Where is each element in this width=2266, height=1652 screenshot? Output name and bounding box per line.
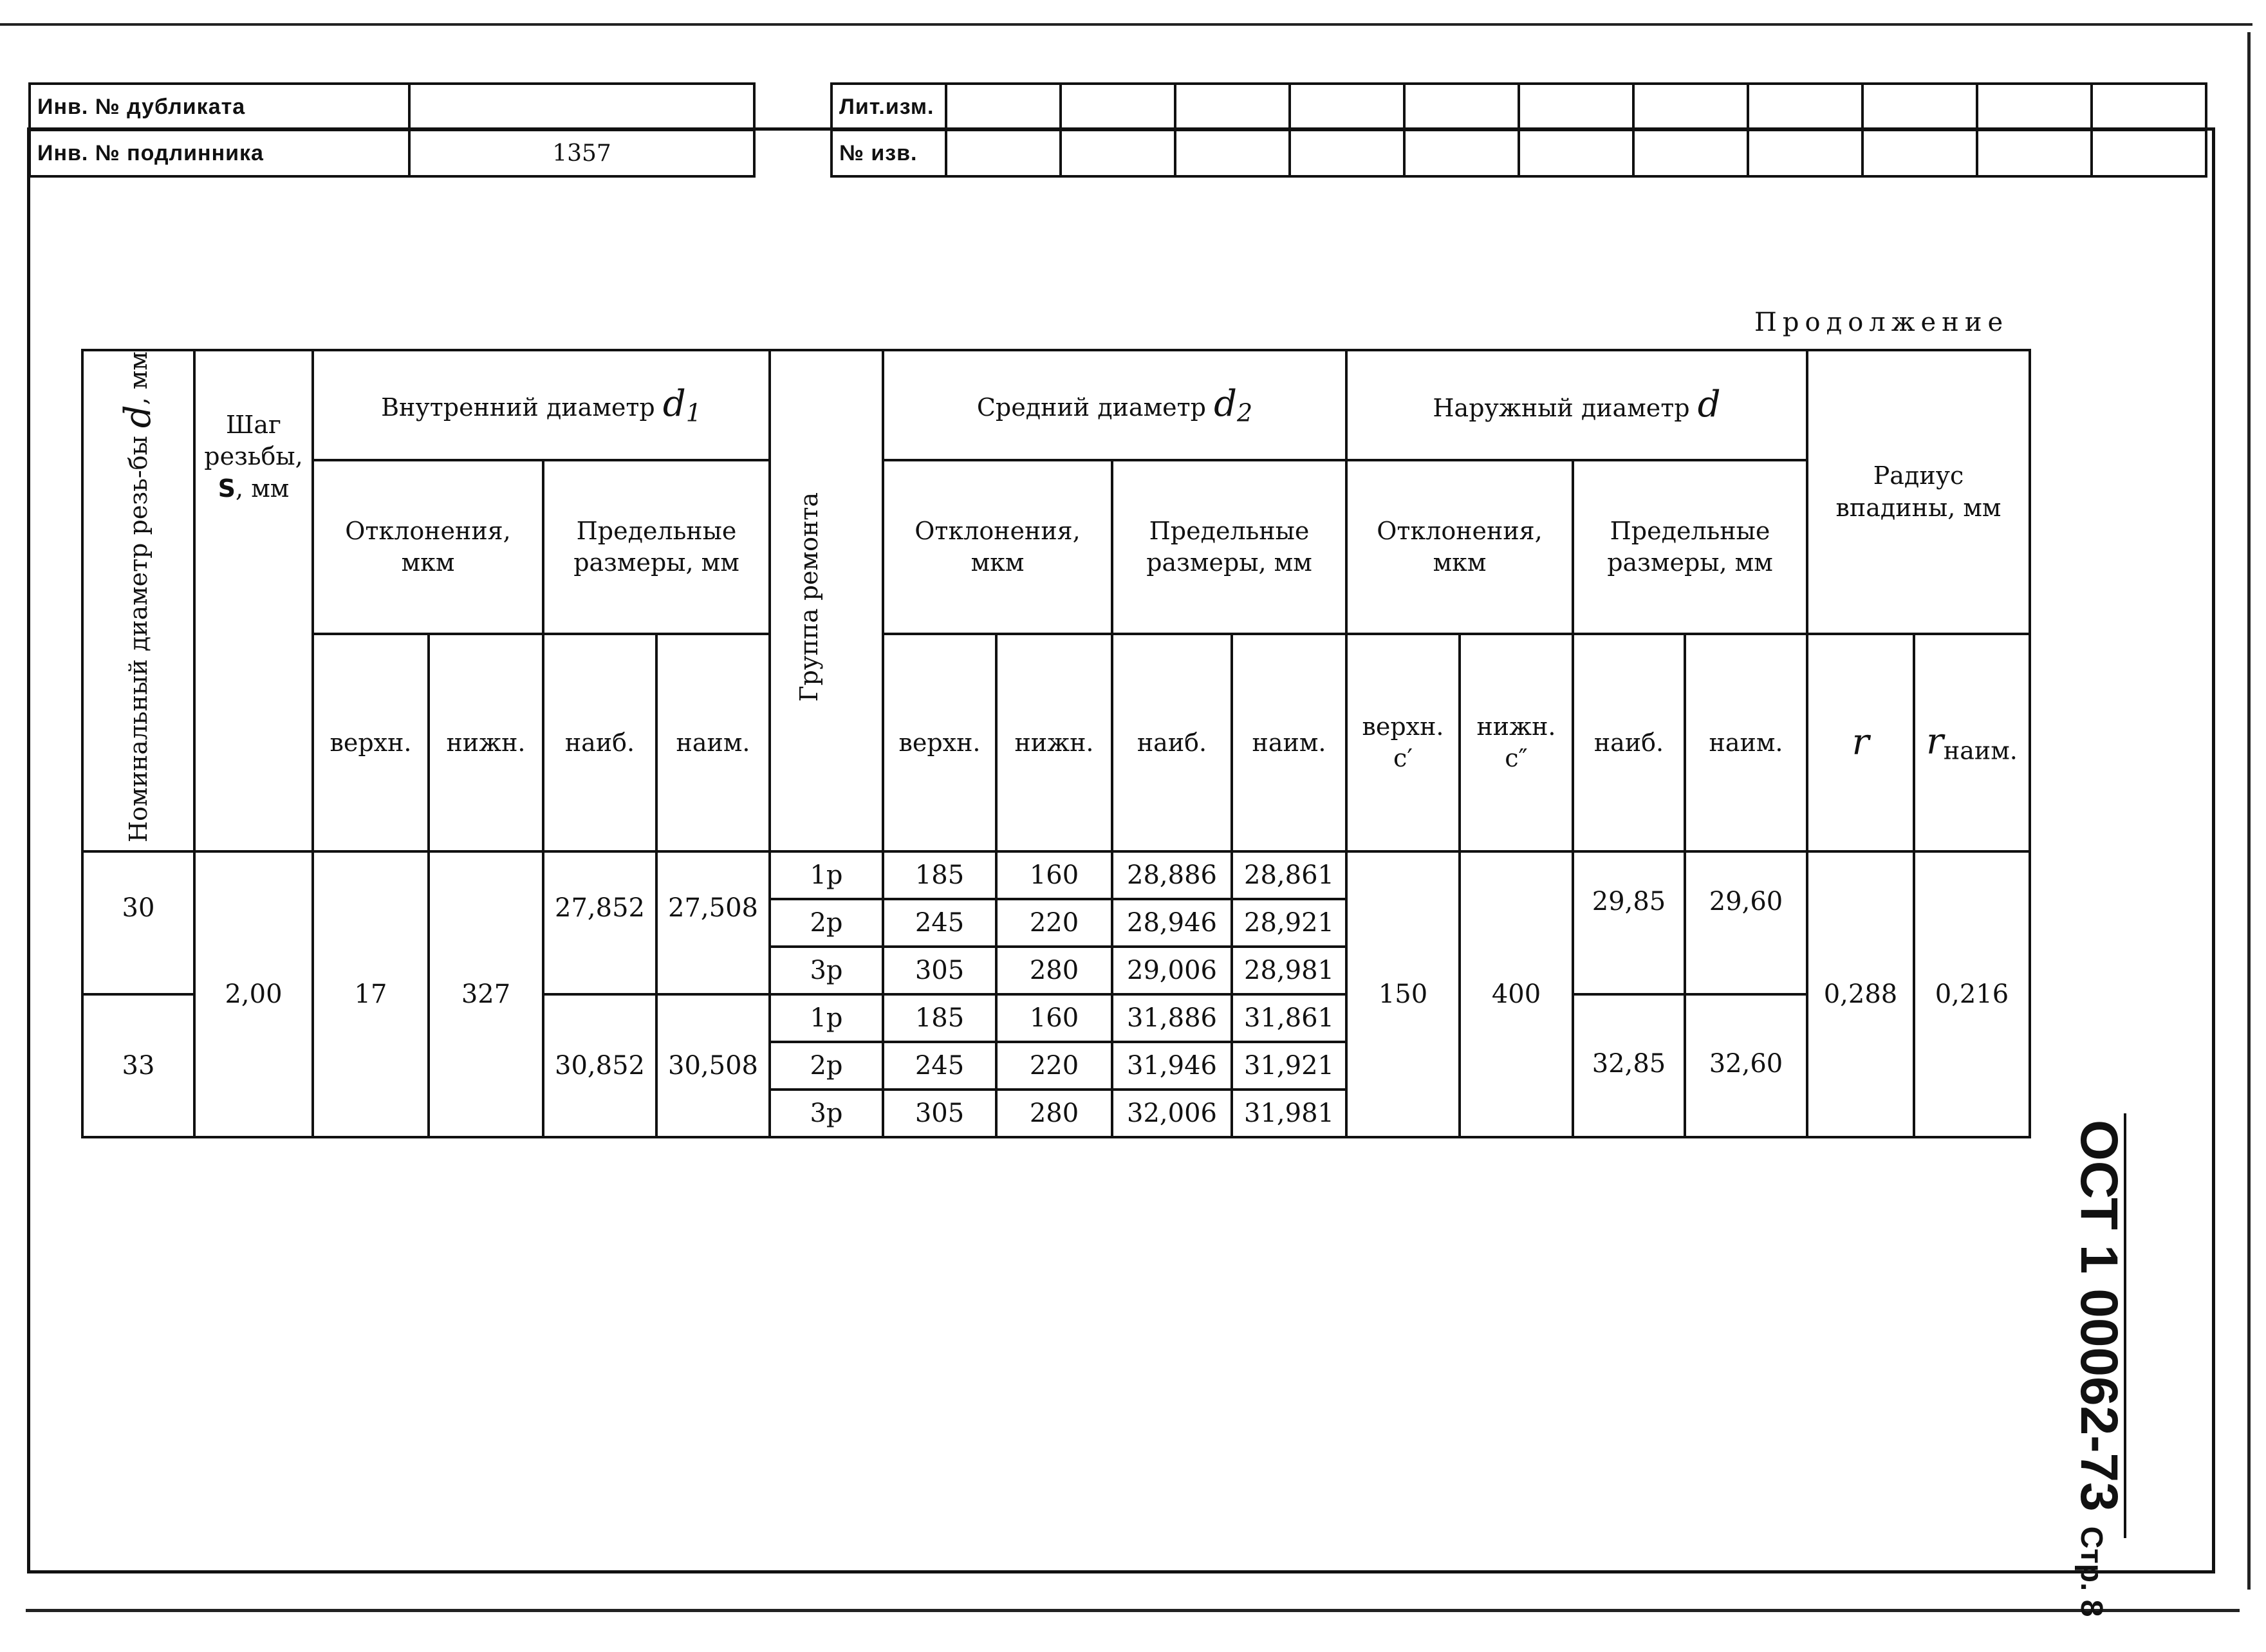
inner-upper-header: верхн.	[313, 634, 429, 851]
outer-upper-cell: 150	[1346, 851, 1460, 1137]
repair-group-cell: 3р	[770, 1090, 883, 1137]
middle-upper-cell: 305	[883, 1090, 996, 1137]
middle-lower-cell: 280	[996, 1090, 1112, 1137]
middle-min-cell: 28,921	[1232, 899, 1346, 947]
repair-group-cell: 2р	[770, 899, 883, 947]
outer-max-cell: 29,85	[1573, 851, 1685, 994]
middle-lower-cell: 220	[996, 1042, 1112, 1090]
middle-deviations-header: Отклонения, мкм	[883, 460, 1112, 634]
continuation-label: Продолжение	[1754, 308, 2009, 337]
repair-group-cell: 2р	[770, 1042, 883, 1090]
middle-max-cell: 31,886	[1112, 994, 1232, 1042]
r-min-cell: 0,216	[1914, 851, 2030, 1137]
middle-min-cell: 28,861	[1232, 851, 1346, 899]
middle-lower-header: нижн.	[996, 634, 1112, 851]
outer-diameter-header: Наружный диаметр d	[1346, 350, 1807, 460]
page-number: Стр. 8	[2074, 1526, 2108, 1617]
repair-group-header: Группа ремонта	[770, 350, 883, 851]
letter-change-label: Лит.изм.	[831, 84, 946, 130]
header-row-3	[82, 634, 2030, 851]
nominal-cell: 33	[82, 994, 194, 1137]
middle-lower-cell: 160	[996, 851, 1112, 899]
middle-max-header: наиб.	[1112, 634, 1232, 851]
duplicate-inventory-label: Инв. № дубликата	[30, 84, 409, 130]
original-inventory-label: Инв. № подлинника	[30, 130, 409, 176]
inner-min-header: наим.	[656, 634, 770, 851]
outer-lower-cell: 400	[1460, 851, 1573, 1137]
doc-number-text: ОСТ 1 00062-73	[2070, 1120, 2128, 1512]
middle-min-cell: 31,921	[1232, 1042, 1346, 1090]
outer-min-header: наим.	[1685, 634, 1807, 851]
inner-deviations-header: Отклонения, мкм	[313, 460, 543, 634]
table-row	[82, 851, 2030, 899]
header-row-1	[82, 350, 2030, 460]
middle-lower-cell: 160	[996, 994, 1112, 1042]
inner-max-cell: 30,852	[543, 994, 656, 1137]
notice-number-row	[831, 130, 2206, 176]
inner-upper-cell: 17	[313, 851, 429, 1137]
duplicate-inventory-value	[409, 84, 754, 130]
page-bottom-edge	[26, 1609, 2240, 1612]
repair-group-cell: 3р	[770, 947, 883, 994]
middle-limits-header: Предельные размеры, мм	[1112, 460, 1346, 634]
inner-max-cell: 27,852	[543, 851, 656, 994]
outer-max-header: наиб.	[1573, 634, 1685, 851]
duplicate-inventory-row	[30, 84, 754, 130]
repair-group-cell: 1р	[770, 851, 883, 899]
inner-max-header: наиб.	[543, 634, 656, 851]
r-cell: 0,288	[1807, 851, 1914, 1137]
middle-lower-cell: 220	[996, 899, 1112, 947]
revision-stamp	[830, 82, 2207, 178]
inner-lower-header: нижн.	[429, 634, 543, 851]
r-min-header: rнаим.	[1914, 634, 2030, 851]
middle-upper-cell: 245	[883, 1042, 996, 1090]
inner-lower-cell: 327	[429, 851, 543, 1137]
letter-change-row	[831, 84, 2206, 130]
middle-upper-cell: 185	[883, 994, 996, 1042]
doc-number-block	[2070, 1120, 2155, 1617]
outer-max-cell: 32,85	[1573, 994, 1685, 1137]
doc-number	[2068, 1120, 2129, 1617]
thread-dimensions-table	[81, 349, 2031, 1138]
nominal-cell: 30	[82, 851, 194, 994]
page-right-edge	[2247, 32, 2251, 1590]
notice-number-label: № изв.	[831, 130, 946, 176]
middle-min-cell: 31,861	[1232, 994, 1346, 1042]
middle-min-cell: 28,981	[1232, 947, 1346, 994]
original-inventory-row	[30, 130, 754, 176]
middle-max-cell: 29,006	[1112, 947, 1232, 994]
outer-upper-header: верхн. с′	[1346, 634, 1460, 851]
inner-diameter-header: Внутренний диаметр d1	[313, 350, 770, 460]
middle-min-header: наим.	[1232, 634, 1346, 851]
middle-diameter-header: Средний диаметр d2	[883, 350, 1346, 460]
inner-min-cell: 27,508	[656, 851, 770, 994]
page-top-edge	[0, 23, 2252, 26]
middle-max-cell: 32,006	[1112, 1090, 1232, 1137]
radius-header: Радиус впадины, мм	[1807, 350, 2030, 634]
middle-upper-header: верхн.	[883, 634, 996, 851]
original-inventory-value: 1357	[409, 130, 754, 176]
inventory-stamp	[28, 82, 756, 178]
repair-group-cell: 1р	[770, 994, 883, 1042]
outer-min-cell: 29,60	[1685, 851, 1807, 994]
middle-max-cell: 28,946	[1112, 899, 1232, 947]
pitch-cell: 2,00	[194, 851, 313, 1137]
middle-min-cell: 31,981	[1232, 1090, 1346, 1137]
inner-min-cell: 30,508	[656, 994, 770, 1137]
middle-upper-cell: 305	[883, 947, 996, 994]
nominal-header: Номинальный диаметр резь-бы d, мм	[82, 350, 194, 851]
r-header: r	[1807, 634, 1914, 851]
inner-limits-header: Предельные размеры, мм	[543, 460, 770, 634]
pitch-header: Шаг резьбы, S, мм	[194, 350, 313, 851]
middle-max-cell: 31,946	[1112, 1042, 1232, 1090]
outer-lower-header: нижн. с″	[1460, 634, 1573, 851]
outer-limits-header: Предельные размеры, мм	[1573, 460, 1807, 634]
outer-deviations-header: Отклонения, мкм	[1346, 460, 1573, 634]
middle-upper-cell: 185	[883, 851, 996, 899]
outer-min-cell: 32,60	[1685, 994, 1807, 1137]
header-row-2	[82, 460, 2030, 634]
middle-lower-cell: 280	[996, 947, 1112, 994]
middle-max-cell: 28,886	[1112, 851, 1232, 899]
middle-upper-cell: 245	[883, 899, 996, 947]
